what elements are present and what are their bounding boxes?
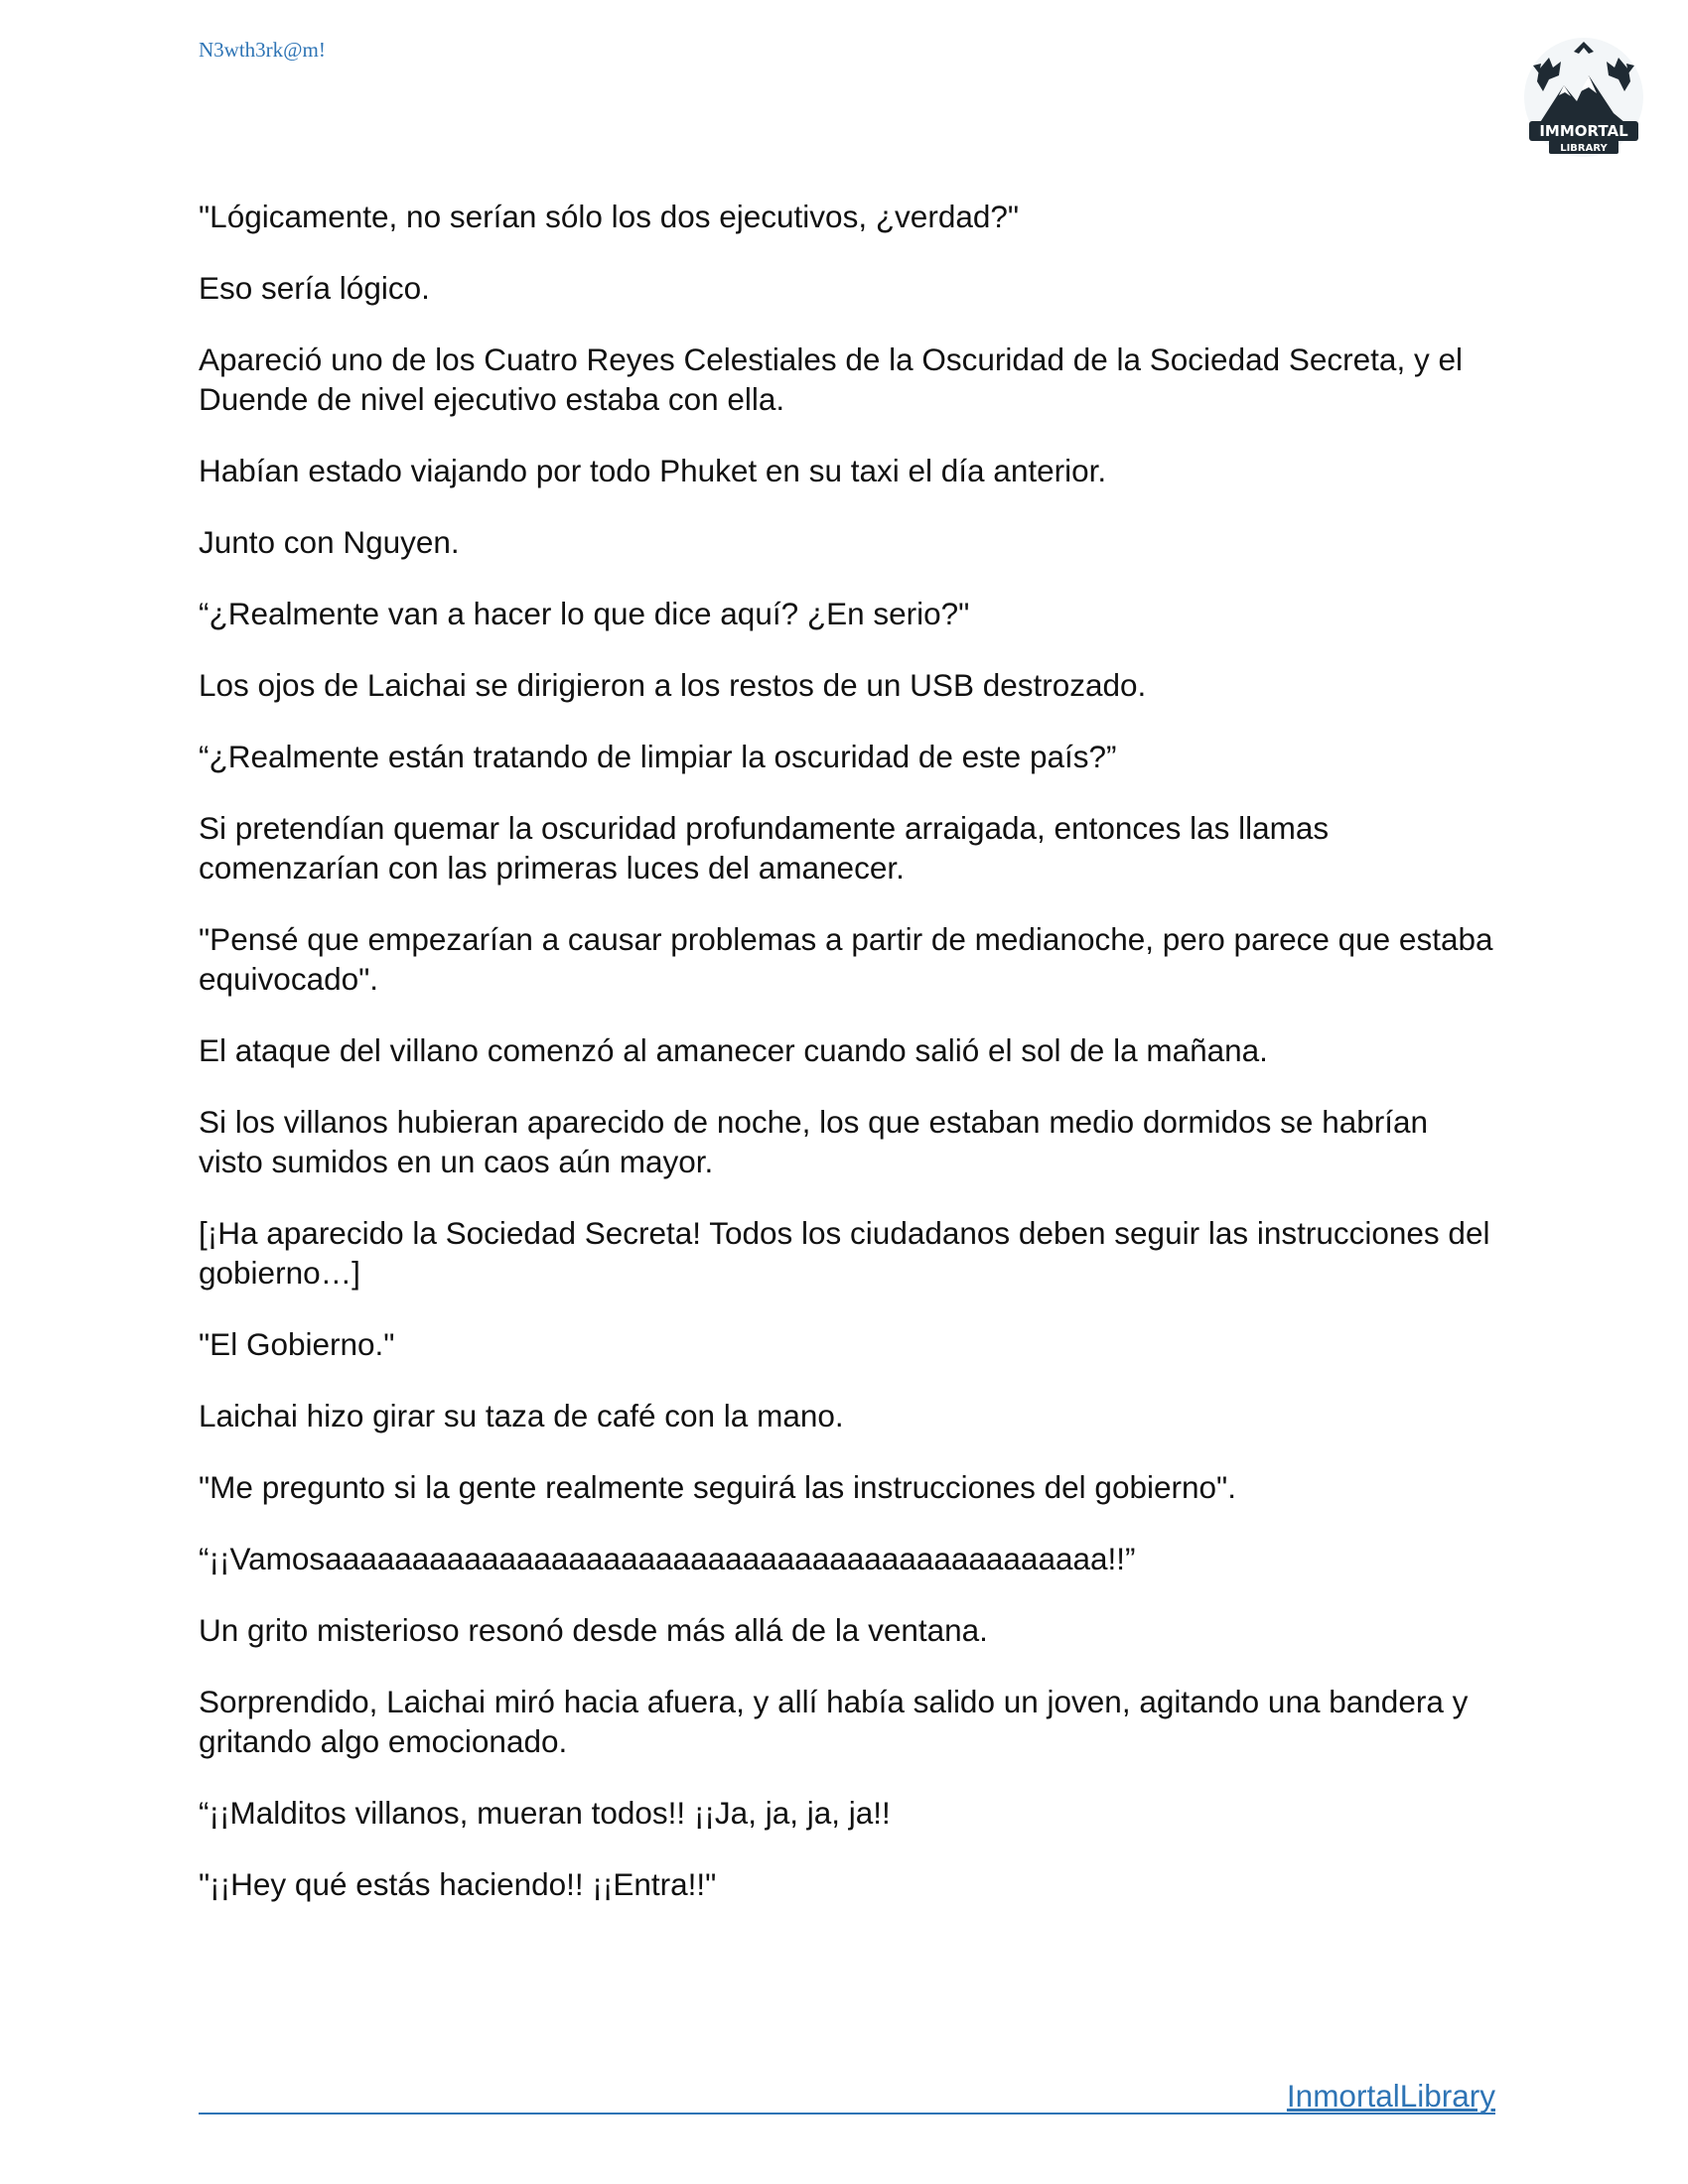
paragraph: "¡¡Hey qué estás haciendo!! ¡¡Entra!!"	[199, 1866, 717, 1902]
paragraph: Habían estado viajando por todo Phuket en su taxi el día anterior.	[199, 453, 1107, 488]
paragraph: “¡¡Vamosaaaaaaaaaaaaaaaaaaaaaaaaaaaaaaaaaaaaaaaaaaaaa!!”	[199, 1541, 1136, 1576]
paragraph: Si pretendían quemar la oscuridad profundamente arraigada, entonces las llamas comenzarían con las primeras luces del amanecer.	[199, 810, 1330, 886]
footer-divider	[199, 2113, 1495, 2115]
paragraph: Si los villanos hubieran aparecido de noche, los que estaban medio dormidos se habrían visto sumidos en un caos aún mayor.	[199, 1104, 1429, 1179]
paragraph: Un grito misterioso resonó desde más allá de la ventana.	[199, 1612, 988, 1648]
immortal-library-logo-icon	[1519, 36, 1648, 165]
logo-line1: IMMORTAL	[1539, 122, 1628, 140]
paragraph: "El Gobierno."	[199, 1326, 395, 1362]
paragraph: Sorprendido, Laichai miró hacia afuera, y allí había salido un joven, agitando una bandera y gritando algo emocionado.	[199, 1684, 1469, 1759]
footer-library-link[interactable]: InmortalLibrary	[1286, 2078, 1495, 2114]
paragraph: “¿Realmente van a hacer lo que dice aquí? ¿En serio?"	[199, 596, 970, 631]
paragraph: Eso sería lógico.	[199, 270, 430, 306]
paragraph: [¡Ha aparecido la Sociedad Secreta! Todos los ciudadanos deben seguir las instrucciones del gobierno…]	[199, 1215, 1490, 1291]
paragraph: "Pensé que empezarían a causar problemas a partir de medianoche, pero parece que estaba equivocado".	[199, 921, 1493, 997]
paragraph: Los ojos de Laichai se dirigieron a los restos de un USB destrozado.	[199, 667, 1147, 703]
paragraph: "Lógicamente, no serían sólo los dos ejecutivos, ¿verdad?"	[199, 199, 1020, 234]
document-body	[199, 197, 1499, 1936]
paragraph: Junto con Nguyen.	[199, 524, 460, 560]
paragraph: "Me pregunto si la gente realmente seguirá las instrucciones del gobierno".	[199, 1469, 1236, 1505]
paragraph: Laichai hizo girar su taza de café con la mano.	[199, 1398, 844, 1433]
header-watermark: N3wth3rk@m!	[199, 38, 326, 62]
logo-line2: LIBRARY	[1560, 143, 1608, 154]
paragraph: “¿Realmente están tratando de limpiar la oscuridad de este país?”	[199, 739, 1117, 774]
paragraph: “¡¡Malditos villanos, mueran todos!! ¡¡Ja, ja, ja, ja!!	[199, 1795, 891, 1831]
paragraph: Apareció uno de los Cuatro Reyes Celestiales de la Oscuridad de la Sociedad Secreta, y el Duende de nivel ejecutivo estaba con ella.	[199, 341, 1463, 417]
paragraph: El ataque del villano comenzó al amanecer cuando salió el sol de la mañana.	[199, 1032, 1268, 1068]
